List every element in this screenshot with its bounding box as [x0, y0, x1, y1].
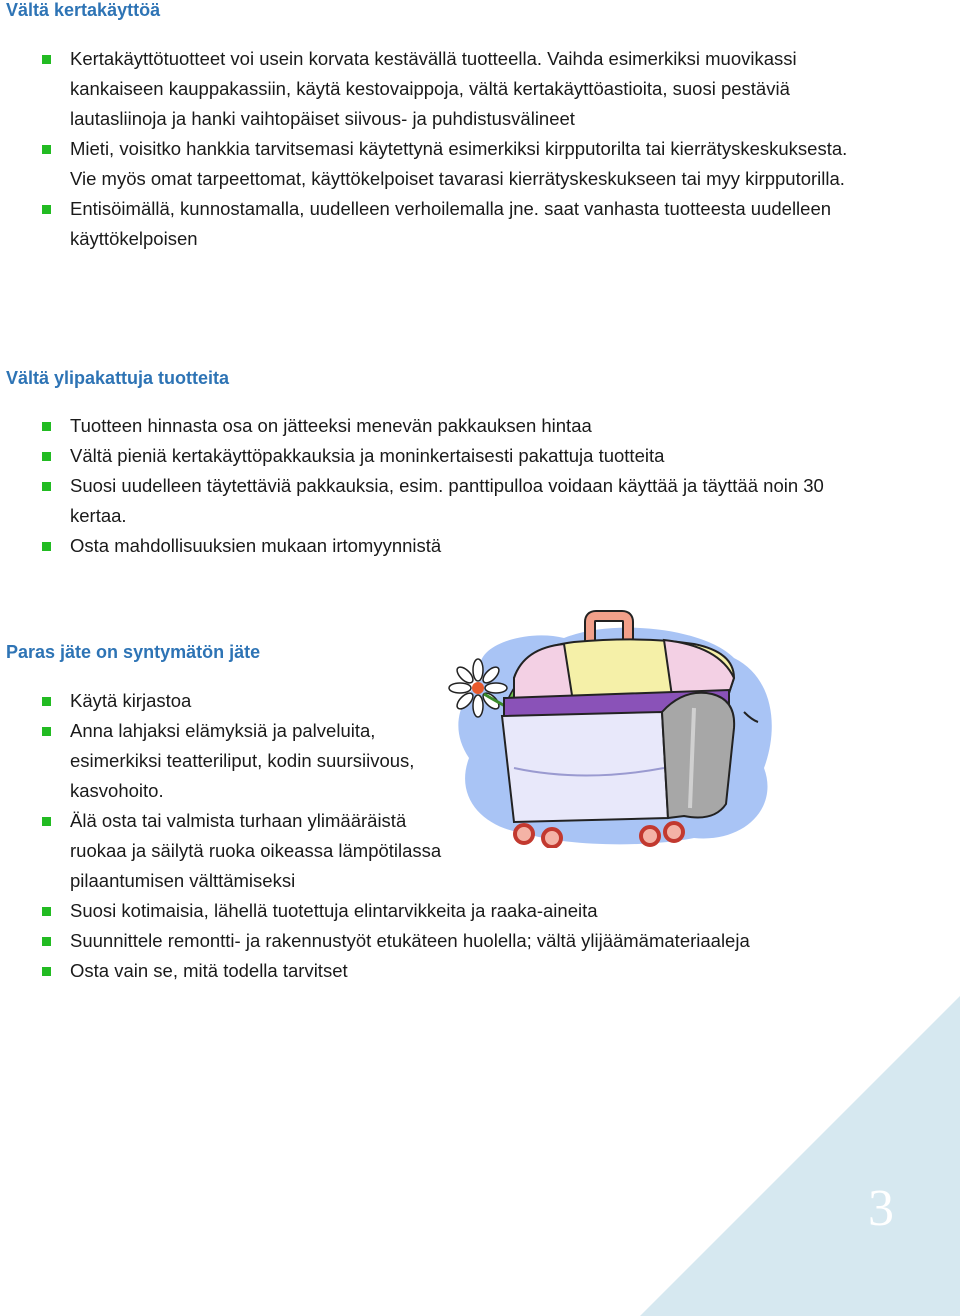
green-square-bullet-icon [42, 727, 51, 736]
list-item: Osta vain se, mitä todella tarvitset [0, 956, 860, 986]
list-item: Anna lahjaksi elämyksiä ja palveluita, esimerkiksi teatteriliput, kodin suursiivous, kasvohoito. [0, 716, 448, 806]
green-square-bullet-icon [42, 697, 51, 706]
list-item: Kertakäyttötuotteet voi usein korvata kestävällä tuotteella. Vaihda esimerkiksi muovikassi kankaiseen kauppakassiin, käytä kestovaippoja, vältä kertakäyttöastioita, suosi pestäviä lautasliinoja ja hanki vaihtopäiset siivous- ja puhdistusvälineet [0, 44, 860, 134]
cooler-box-illustration [444, 608, 784, 848]
section-heading: Vältä kertakäyttöä [6, 0, 161, 20]
green-square-bullet-icon [42, 422, 51, 431]
list-item: Suosi uudelleen täytettäviä pakkauksia, esim. panttipulloa voidaan käyttää ja täyttää noin 30 kertaa. [0, 471, 860, 531]
green-square-bullet-icon [42, 817, 51, 826]
green-square-bullet-icon [42, 542, 51, 551]
green-square-bullet-icon [42, 937, 51, 946]
bullet-list [0, 411, 860, 561]
section-heading: Vältä ylipakattuja tuotteita [6, 368, 230, 388]
green-square-bullet-icon [42, 452, 51, 461]
section-heading: Paras jäte on syntymätön jäte [6, 642, 261, 662]
page-number: 3 [868, 1180, 894, 1237]
list-item: Mieti, voisitko hankkia tarvitsemasi käytettynä esimerkiksi kirpputorilta tai kierrätyskeskuksesta. Vie myös omat tarpeettomat, käyttökelpoiset tavarasi kierrätyskeskukseen tai myy kirpputorilla. [0, 134, 860, 194]
green-square-bullet-icon [42, 145, 51, 154]
list-item: Entisöimällä, kunnostamalla, uudelleen verhoilemalla jne. saat vanhasta tuotteesta uudelleen käyttökelpoisen [0, 194, 860, 254]
list-item: Suunnittele remontti- ja rakennustyöt etukäteen huolella; vältä ylijäämämateriaaleja [0, 926, 860, 956]
list-item: Älä osta tai valmista turhaan ylimääräistä ruokaa ja säilytä ruoka oikeassa lämpötilassa pilaantumisen välttämiseksi [0, 806, 448, 896]
green-square-bullet-icon [42, 967, 51, 976]
list-item: Suosi kotimaisia, lähellä tuotettuja elintarvikkeita ja raaka-aineita [0, 896, 860, 926]
bullet-list [0, 44, 860, 254]
list-item: Vältä pieniä kertakäyttöpakkauksia ja moninkertaisesti pakattuja tuotteita [0, 441, 860, 471]
list-item: Tuotteen hinnasta osa on jätteeksi menevän pakkauksen hintaa [0, 411, 860, 441]
corner-triangle-decoration [640, 996, 960, 1316]
green-square-bullet-icon [42, 482, 51, 491]
list-item: Käytä kirjastoa [0, 686, 448, 716]
green-square-bullet-icon [42, 907, 51, 916]
list-item: Osta mahdollisuuksien mukaan irtomyynnistä [0, 531, 860, 561]
green-square-bullet-icon [42, 205, 51, 214]
green-square-bullet-icon [42, 55, 51, 64]
